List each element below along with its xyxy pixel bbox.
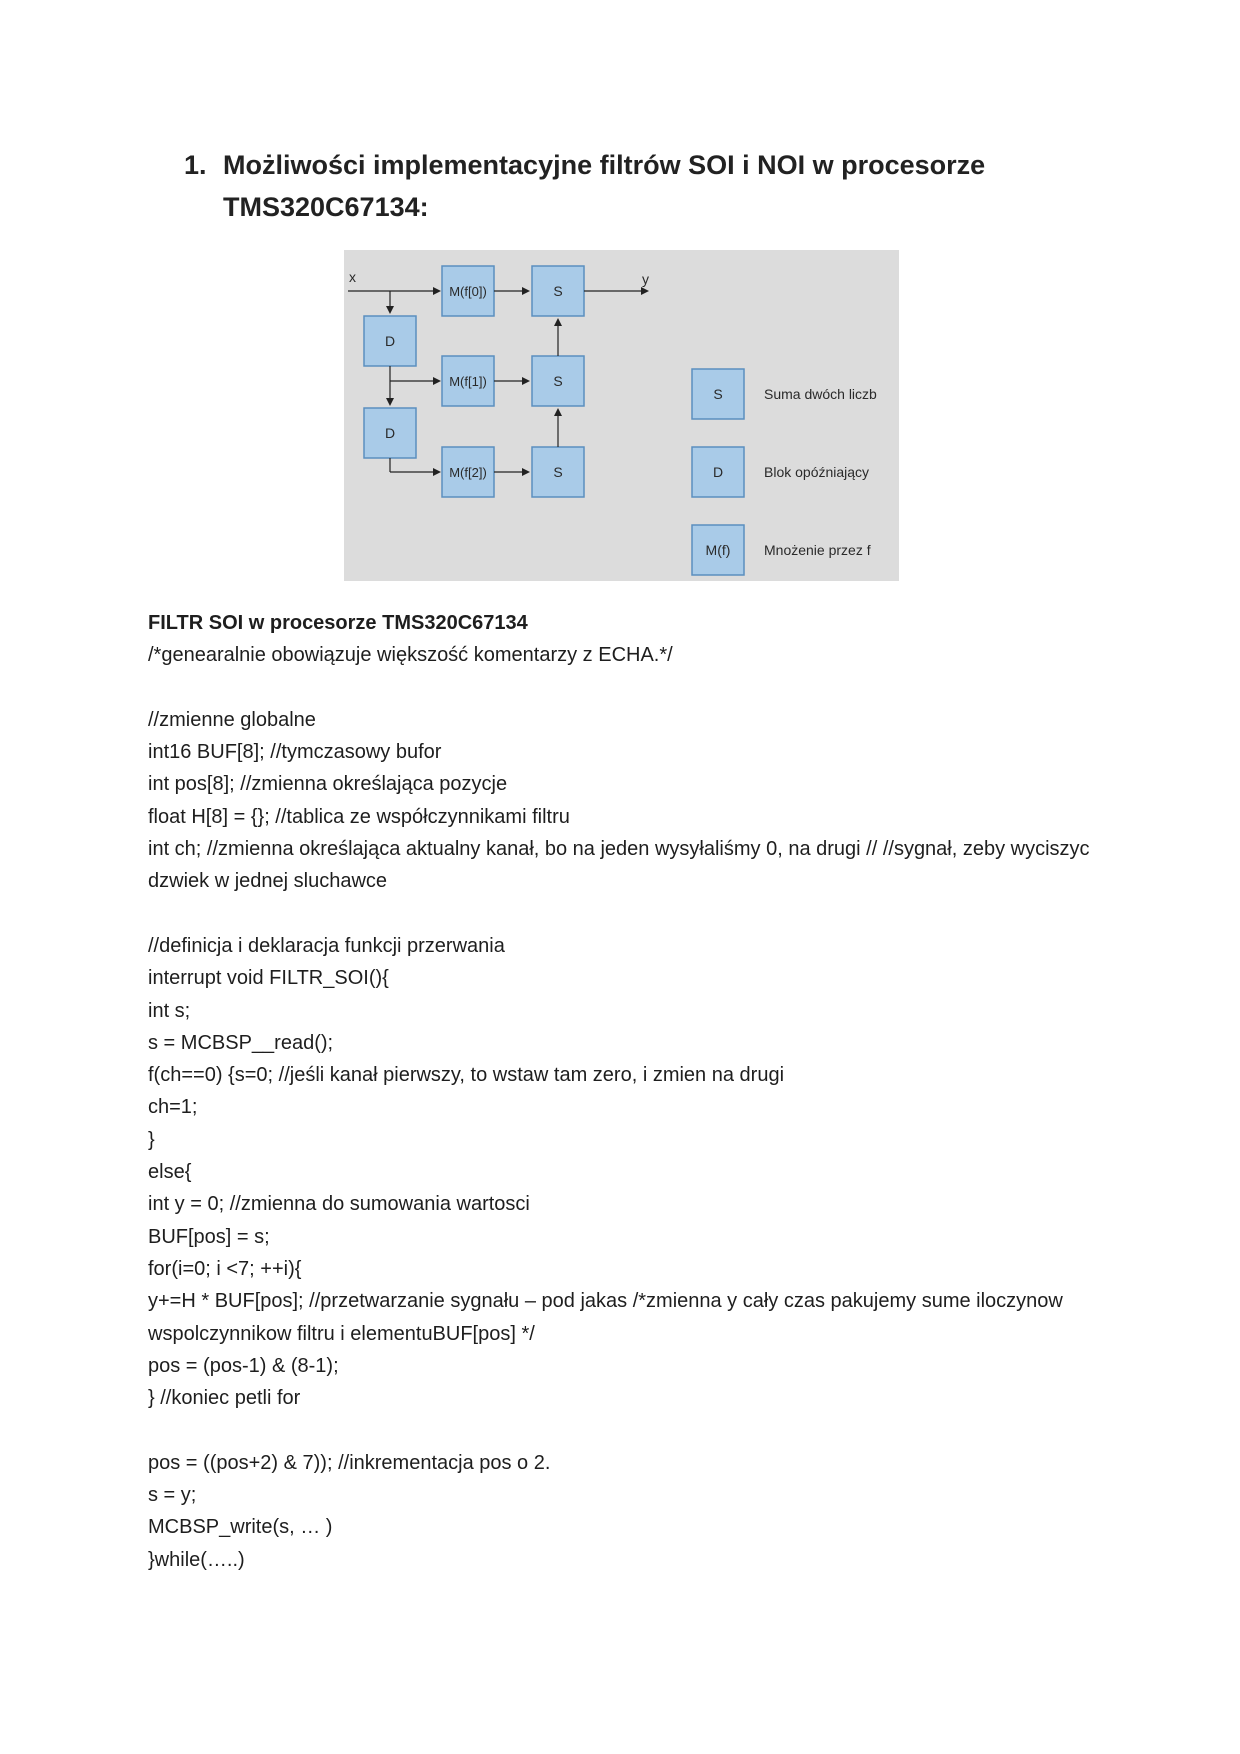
code-line: pos = (pos-1) & (8-1); — [148, 1354, 339, 1377]
delay-label-1: D — [384, 333, 396, 349]
sum-label-0: S — [553, 283, 563, 299]
legend-delay-text: Blok opóźniający — [764, 464, 870, 480]
code-line: int16 BUF[8]; //tymczasowy bufor — [148, 741, 442, 764]
legend-sum-text: Suma dwóch liczb — [764, 386, 877, 402]
sum-label-1: S — [553, 373, 563, 389]
code-line: int s; — [148, 999, 191, 1022]
multiplier-label-1: M(f[1]) — [449, 374, 487, 389]
code-line: float H[8] = {}; //tablica ze współczynnikami filtru — [148, 805, 570, 828]
multiplier-label-2: M(f[2]) — [449, 465, 487, 480]
heading-number: 1. — [184, 150, 207, 180]
code-line: else{ — [148, 1161, 192, 1184]
blank-line — [148, 1414, 1108, 1446]
code-line: interrupt void FILTR_SOI(){ — [148, 967, 389, 990]
fir-filter-diagram — [344, 250, 899, 581]
blank-line — [148, 672, 1108, 704]
code-listing — [148, 607, 1108, 1576]
input-label: x — [349, 269, 356, 285]
diagram-svg — [344, 250, 899, 581]
code-line: f(ch==0) {s=0; //jeśli kanał pierwszy, to wstaw tam zero, i zmien na drugi — [148, 1064, 785, 1087]
code-line: } — [148, 1128, 155, 1151]
multiplier-label-0: M(f[0]) — [449, 284, 487, 299]
legend-sum-symbol: S — [713, 386, 723, 402]
output-label: y — [642, 271, 649, 287]
code-line: int y = 0; //zmienna do sumowania wartosci — [148, 1193, 530, 1216]
sum-label-2: S — [553, 464, 563, 480]
code-line: y+=H * BUF[pos]; //przetwarzanie sygnału – pod jakas /*zmienna y cały czas pakujemy sume iloczynow wspolczynnikow filtru i elementuBUF[pos] */ — [148, 1290, 1063, 1345]
code-line: s = MCBSP__read(); — [148, 1031, 334, 1054]
code-line: //definicja i deklaracja funkcji przerwania — [148, 934, 505, 957]
heading-text: Możliwości implementacyjne filtrów SOI i NOI w procesorze TMS320C67134: — [223, 150, 986, 222]
subtitle: FILTR SOI w procesorze TMS320C67134 — [148, 612, 528, 634]
code-line: MCBSP_write(s, … ) — [148, 1516, 333, 1539]
legend-delay-symbol: D — [712, 464, 724, 480]
code-line: int ch; //zmienna określająca aktualny kanał, bo na jeden wysyłaliśmy 0, na drugi // //sygnał, zeby wyciszyc dzwiek w jednej sluchawce — [148, 838, 1090, 893]
code-line: BUF[pos] = s; — [148, 1225, 270, 1248]
code-line: }while(…..) — [148, 1548, 245, 1571]
blank-line — [148, 898, 1108, 930]
code-line: for(i=0; i <7; ++i){ — [148, 1257, 302, 1280]
code-line: /*genearalnie obowiązuje większość komentarzy z ECHA.*/ — [148, 644, 673, 667]
legend-multiplier-symbol: M(f) — [705, 542, 731, 558]
code-line: ch=1; — [148, 1096, 198, 1119]
legend-multiplier-text: Mnożenie przez f — [764, 542, 871, 558]
code-line: int pos[8]; //zmienna określająca pozycje — [148, 773, 508, 796]
code-line: pos = ((pos+2) & 7)); //inkrementacja pos o 2. — [148, 1451, 551, 1474]
delay-label-2: D — [384, 425, 396, 441]
code-lines — [148, 639, 1108, 1576]
code-line: s = y; — [148, 1484, 197, 1507]
code-line: } //koniec petli for — [148, 1387, 301, 1410]
code-line: //zmienne globalne — [148, 708, 316, 731]
